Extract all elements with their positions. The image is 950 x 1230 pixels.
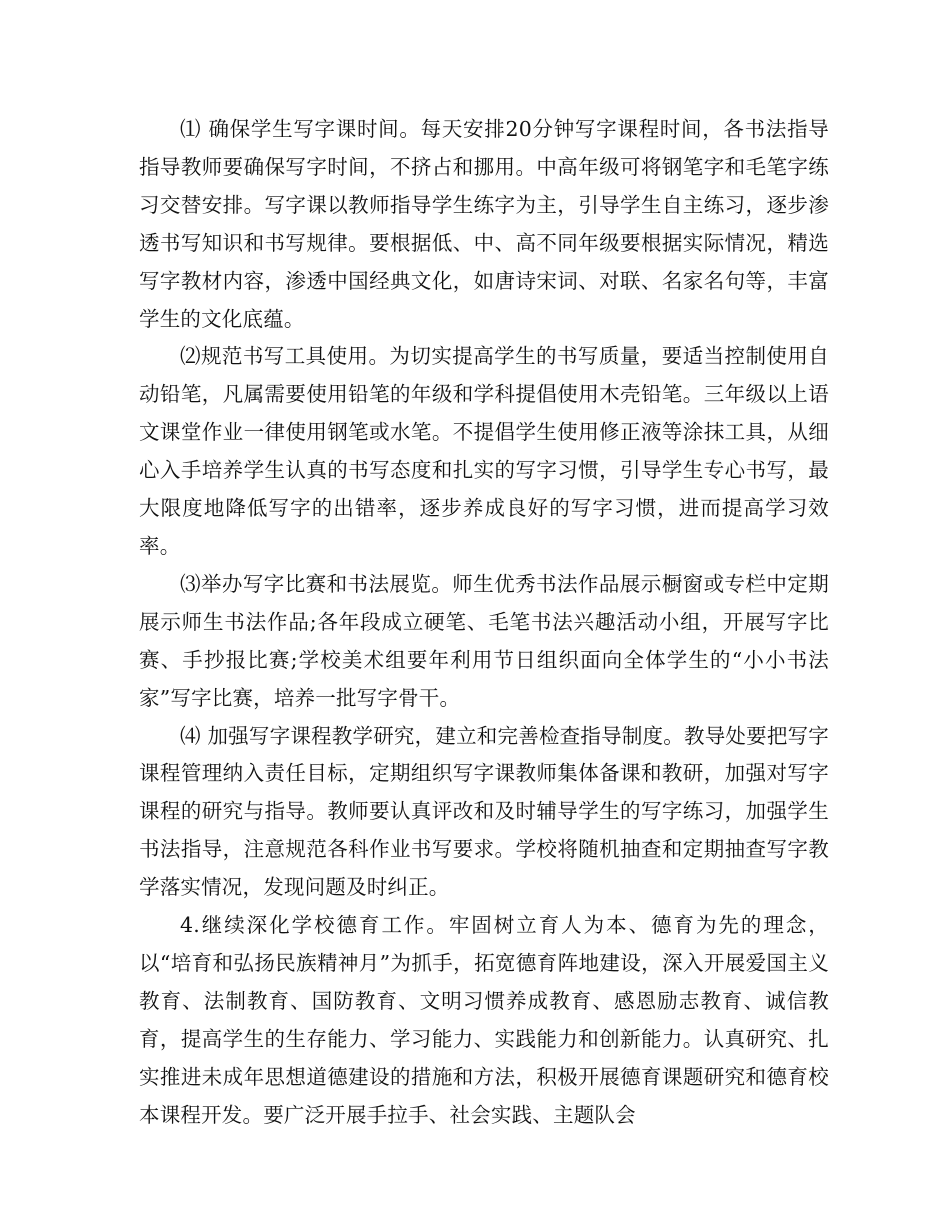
document-body [139,111,829,1134]
paragraph-writing-tools: ⑵规范书写工具使用。为切实提高学生的书写质量，要适当控制使用自动铅笔，凡属需要使用铅笔的年级和学科提倡使用木壳铅笔。三年级以上语文课堂作业一律使用钢笔或水笔。不提倡学生使用修正液等涂抹工具，从细心入手培养学生认真的书写态度和扎实的写字习惯，引导学生专心书写，最大限度地降低写字的出错率，逐步养成良好的写字习惯，进而提高学习效率。 [139,344,829,558]
paragraph-teaching-research: ⑷ 加强写字课程教学研究，建立和完善检查指导制度。教导处要把写字课程管理纳入责任目标，定期组织写字课教师集体备课和教研，加强对写字课程的研究与指导。教师要认真评改和及时辅导学生的写字练习，加强学生书法指导，注意规范各科作业书写要求。学校将随机抽查和定期抽查写字教学落实情况，发现问题及时纠正。 [139,723,829,900]
paragraph-writing-class-time: ⑴ 确保学生写字课时间。每天安排20分钟写字课程时间，各书法指导指导教师要确保写字时间，不挤占和挪用。中高年级可将钢笔字和毛笔字练习交替安排。写字课以教师指导学生练字为主，引导学生自主练习，逐步渗透书写知识和书写规律。要根据低、中、高不同年级要根据实际情况，精选写字教材内容，渗透中国经典文化，如唐诗宋词、对联、名家名句等，丰富学生的文化底蕴。 [139,117,829,331]
paragraph-calligraphy-contest: ⑶举办写字比赛和书法展览。师生优秀书法作品展示橱窗或专栏中定期展示师生书法作品;各年段成立硬笔、毛笔书法兴趣活动小组，开展写字比赛、手抄报比赛;学校美术组要年利用节日组织面向全体学生的“小小书法家”写字比赛，培养一批写字骨干。 [139,571,829,710]
paragraph-moral-education: 4.继续深化学校德育工作。牢固树立育人为本、德育为先的理念，以“培育和弘扬民族精神月”为抓手，拓宽德育阵地建设，深入开展爱国主义教育、法制教育、国防教育、文明习惯养成教育、感恩励志教育、诚信教育，提高学生的生存能力、学习能力、实践能力和创新能力。认真研究、扎实推进未成年思想道德建设的措施和方法，积极开展德育课题研究和德育校本课程开发。要广泛开展手拉手、社会实践、主题队会 [139,913,829,1127]
